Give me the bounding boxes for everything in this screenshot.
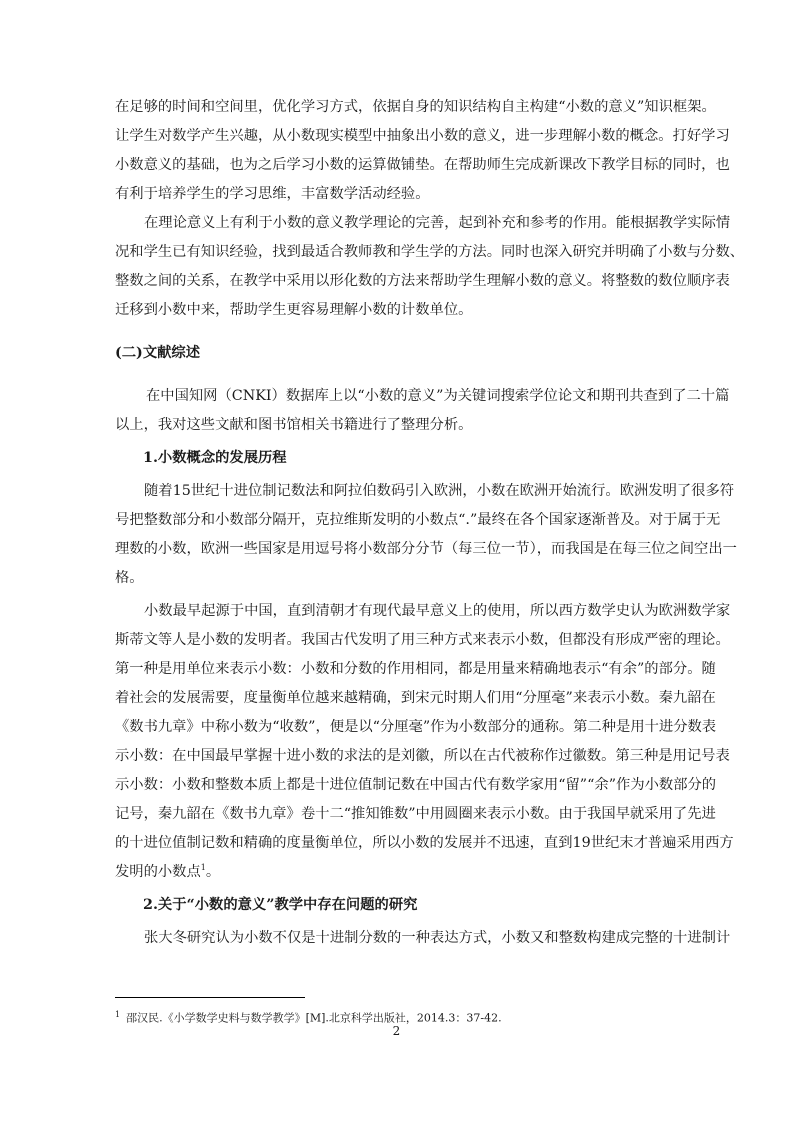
- paragraph-line: 小数意义的基础，也为之后学习小数的运算做铺垫。在帮助师生完成新课改下教学目标的同时，也: [115, 157, 730, 173]
- footnote-reference[interactable]: 1: [200, 863, 206, 873]
- paragraph-line: 况和学生已有知识经验，找到最适合教师教和学生学的方法。同时也深入研究并明确了小数与分数、: [115, 244, 745, 260]
- subheading: 1.小数概念的发展历程: [143, 450, 287, 466]
- body-text: [115, 93, 745, 953]
- paragraph-line: 在足够的时间和空间里，优化学习方式，依据自身的知识结构自主构建“小数的意义”知识框架。: [115, 99, 716, 115]
- footnote-text: 邵汉民.《小学数学史料与数学教学》[M].北京科学出版社，2014.3：37-42.: [126, 1011, 502, 1025]
- paragraph-line: 张大冬研究认为小数不仅是十进制分数的一种表达方式，小数又和整数构建成完整的十进制计: [144, 930, 731, 946]
- paragraph-line: 号把整数部分和小数部分隔开，克拉维斯发明的小数点“.”最终在各个国家逐渐普及。对于属于无: [115, 512, 721, 528]
- paragraph-text: 。: [205, 864, 221, 880]
- footnote: [115, 1008, 502, 1026]
- paragraph-line: 在理论意义上有利于小数的意义教学理论的完善，起到补充和参考的作用。能根据教学实际情: [144, 215, 731, 231]
- paragraph-line: 整数之间的关系，在教学中采用以形化数的方法来帮助学生理解小数的意义。将整数的数位顺序表: [115, 273, 730, 289]
- section-heading: (二)文献综述: [115, 345, 201, 361]
- paragraph-line: 《数书九章》中称小数为“收数”，便是以“分厘毫”作为小数部分的通称。第二种是用十进分数表: [115, 719, 717, 735]
- paragraph-line: 有利于培养学生的学习思维，丰富数学活动经验。: [115, 186, 430, 202]
- footnote-mark: 1: [115, 1010, 121, 1019]
- paragraph-line: 随着15世纪十进位制记数法和阿拉伯数码引入欧洲，小数在欧洲开始流行。欧洲发明了很多符: [144, 483, 735, 499]
- paragraph-line: 示小数：在中国最早掌握十进小数的求法的是刘徽，所以在古代被称作过徽数。第三种是用记号表: [115, 748, 730, 764]
- paragraph-line: 小数最早起源于中国，直到清朝才有现代最早意义上的使用，所以西方数学史认为欧洲数学家: [144, 603, 731, 619]
- paragraph-line: 记号，秦九韶在《数书九章》卷十二“推知锥数”中用圆圈来表示小数。由于我国早就采用了先进: [115, 806, 716, 822]
- paragraph-line: 在中国知网（CNKI）数据库上以“小数的意义”为关键词搜索学位论文和期刊共查到了二十篇: [146, 388, 730, 404]
- footnote-divider: [115, 997, 305, 998]
- page-number: 2: [392, 1024, 401, 1038]
- paragraph-line: 的十进位值制记数和精确的度量衡单位，所以小数的发展并不迅速，直到19世纪末才普遍采用西方: [115, 835, 734, 851]
- paragraph-line: 示小数：小数和整数本质上都是十进位值制记数在中国古代有数学家用“留”“余”作为小数部分的: [115, 777, 717, 793]
- paragraph-line: 理数的小数，欧洲一些国家是用逗号将小数部分分节（每三位一节），而我国是在每三位之间空出一: [115, 541, 737, 557]
- paragraph-line: 斯蒂文等人是小数的发明者。我国古代发明了用三种方式来表示小数，但都没有形成严密的理论。: [115, 632, 730, 648]
- paragraph-line: 迁移到小数中来，帮助学生更容易理解小数的计数单位。: [115, 302, 473, 318]
- paragraph-line: 以上，我对这些文献和图书馆相关书籍进行了整理分析。: [115, 417, 473, 433]
- paragraph-line: [115, 858, 715, 887]
- paragraph-line: 格。: [115, 570, 144, 586]
- paragraph-text: 发明的小数点: [115, 864, 201, 880]
- paragraph-line: 第一种是用单位来表示小数：小数和分数的作用相同，都是用量来精确地表示“有余”的部分。随: [115, 661, 716, 677]
- subheading: 2.关于“小数的意义”教学中存在问题的研究: [143, 897, 418, 913]
- paragraph-line: 着社会的发展需要，度量衡单位越来越精确，到宋元时期人们用“分厘毫”来表示小数。秦九韶在: [115, 690, 716, 706]
- paragraph-line: 让学生对数学产生兴趣，从小数现实模型中抽象出小数的意义，进一步理解小数的概念。打好学习: [115, 128, 730, 144]
